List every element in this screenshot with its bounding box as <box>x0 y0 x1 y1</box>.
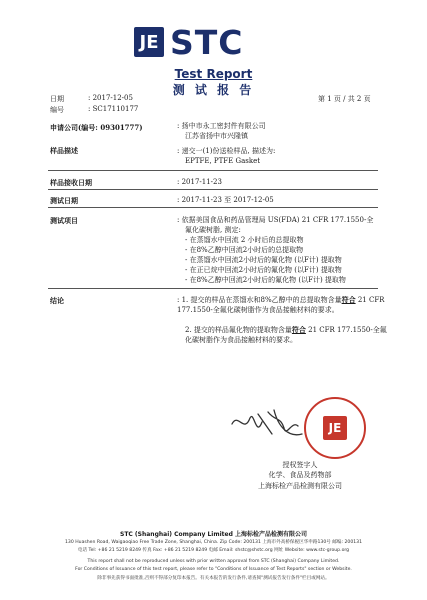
stc-logo-mark: JE <box>134 27 164 57</box>
conclusion-item-2 <box>185 325 387 345</box>
footer-notice: For Conditions of Issuance of this test report, please refer to "Conditions of Issuance of Test Reports" section or Website. <box>75 567 352 572</box>
test-item-line: - 在蒸馏水中回流2小时后的氟化物 (以F计) 提取物 <box>185 256 342 264</box>
report-no-value: : SC17110177 <box>88 105 139 113</box>
date-label: 日期 <box>50 95 64 103</box>
divider <box>48 189 378 190</box>
footer-address: 130 Huashen Road, Waigaoqiao Free Trade Zone, Shanghai, China. Zip Code: 200131 上海市外高桥保税区华申路130号 邮编: 200131 <box>64 540 363 545</box>
report-no-label: 编号 <box>50 106 64 114</box>
applicant-line1: : 扬中市永工密封件有限公司 <box>177 122 266 130</box>
test-date-label: 测试日期 <box>50 196 78 205</box>
test-item-line: - 在蒸馏水中回流 2 小时后的总提取物 <box>185 236 304 244</box>
footer-notice-cn: 除非事先获得书面批准,否则不得部分复印本报告。有关本报告的发行条件,请查阅"测试报告发行条件"栏目或网站。 <box>97 576 330 581</box>
stc-logo-text: STC <box>170 22 244 62</box>
applicant-label: 申请公司(编号: 09301777) <box>50 123 143 132</box>
date-value: : 2017-12-05 <box>88 94 133 102</box>
handwritten-signature <box>228 404 308 449</box>
test-item-line: 氟化碳树脂, 测定: <box>185 226 241 234</box>
test-item-line: : 依据美国食品和药品管理局 US(FDA) 21 CFR 177.1550-全 <box>177 216 374 224</box>
seal-logo-icon: JE <box>323 416 347 440</box>
stc-logo <box>134 24 294 60</box>
conclusion-2-result: 符合 <box>291 325 306 334</box>
sample-line1: : 递交一(1)份送检样品, 描述为: <box>177 147 276 155</box>
received-value: : 2017-11-23 <box>177 178 222 186</box>
test-date-value: : 2017-11-23 至 2017-12-05 <box>177 196 274 204</box>
footer-notice: This report shall not be reproduced unless with prior written approval from STC (Shanghai) Company Limited. <box>87 559 340 564</box>
conclusion-1-requirement: 21 CFR 177.1550-全氟化碳树脂作为食品接触材料的要求。 <box>177 296 385 314</box>
report-title-cn: 测 试 报 告 <box>172 83 255 97</box>
divider <box>48 207 378 208</box>
sample-line2: EPTFE, PTFE Gasket <box>185 157 261 165</box>
signatory-role: 授权签字人 <box>282 461 318 469</box>
conclusion-2-requirement: 21 CFR 177.1550-全氟化碳树脂作为食品接触材料的要求。 <box>185 326 387 344</box>
conclusion-1-text: : 1. 提交的样品在蒸馏水和8%乙醇中的总提取物含量 <box>177 296 342 304</box>
applicant-line2: 江苏省扬中市兴隆镇 <box>185 132 248 140</box>
conclusion-label: 结论 <box>50 296 64 305</box>
conclusion-2-text: 2. 提交的样品氟化物的提取物含量 <box>185 326 292 334</box>
signatory-organization: 上海标检产品检测有限公司 <box>258 482 342 490</box>
report-title-en: Test Report <box>174 67 253 81</box>
footer-contact: 电话 Tel: +86 21 5219 8249 传真 Fax: +86 21 5219 8249 电邮 Email: shstc@shstc.org 网址 Website: www.stc-group.org <box>77 548 350 553</box>
conclusion-item-1 <box>177 295 387 315</box>
sample-label: 样品描述 <box>50 146 78 155</box>
test-item-line: - 在8%乙醇中回流2小时后的总提取物 <box>185 246 304 254</box>
test-item-line: - 在正已烷中回流2小时后的氟化物 (以F计) 提取物 <box>185 266 342 274</box>
test-items-label: 测试项目 <box>50 216 78 225</box>
divider <box>48 170 378 171</box>
official-seal <box>304 397 366 459</box>
received-label: 样品接收日期 <box>50 178 92 187</box>
conclusion-1-result: 符合 <box>341 295 356 304</box>
test-item-line: - 在8%乙醇中回流2小时后的氟化物 (以F计) 提取物 <box>185 276 346 284</box>
signatory-department: 化学、食品及药物部 <box>268 471 332 479</box>
footer-company: STC (Shanghai) Company Limited 上海标检产品检测有限公司 <box>120 531 307 538</box>
divider <box>48 288 378 289</box>
page-indicator: 第 1 页 / 共 2 页 <box>318 95 371 103</box>
test-items-list <box>177 215 392 285</box>
